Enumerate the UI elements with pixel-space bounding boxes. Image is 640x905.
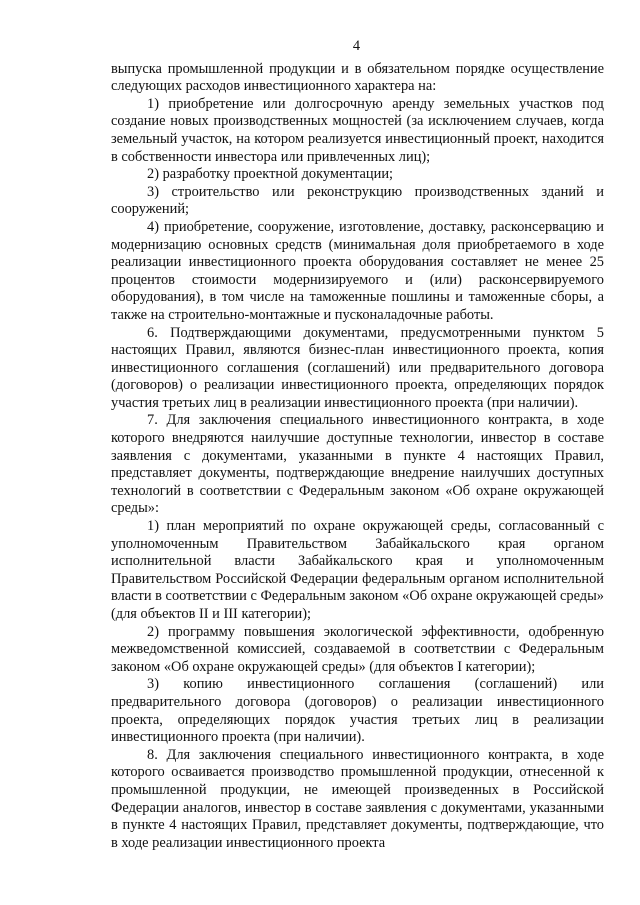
list-item-land: 1) приобретение или долгосрочную аренду земельных участков под создание новых производственных мощностей (за исключением случаев, когда земельный участок, на котором реализуется инвестиционный проект, находится в собственности инвестора или привлеченных лиц); bbox=[111, 95, 604, 165]
paragraph-clause-7: 7. Для заключения специального инвестиционного контракта, в ходе которого внедряются наилучшие доступные технологии, инвестор в составе заявления с документами, указанными в пункте 4 настоящих Правил, представляет документы, подтверждающие внедрение наилучших доступных технологий в соответствии с Федеральным законом «Об охране окружающей среды»: bbox=[111, 412, 604, 517]
list-item-construction: 3) строительство или реконструкцию производственных зданий и сооружений; bbox=[111, 183, 604, 218]
list-item-design-docs: 2) разработку проектной документации; bbox=[147, 166, 394, 183]
paragraph-clause-8: 8. Для заключения специального инвестиционного контракта, в ходе которого осваивается производство промышленной продукции, отнесенной к промышленной продукции, не имеющей произведенных в Российской Федерации аналогов, инвестор в составе заявления с документами, указанными в пункте 4 настоящих Правил, представляет документы, подтверждающие, что в ходе реализации инвестиционного проекта bbox=[111, 746, 604, 851]
paragraph-continuation: выпуска промышленной продукции и в обязательном порядке осуществление следующих расходов инвестиционного характера на: bbox=[111, 60, 604, 95]
list-item-fixed-assets: 4) приобретение, сооружение, изготовление, доставку, расконсервацию и модернизацию основных средств (минимальная доля приобретаемого в ходе реализации инвестиционного проекта оборудования составляет не менее 25 процентов стоимости модернизируемого и (или) расконсервируемого оборудования), в том числе на таможенные пошлины и таможенные сборы, а также на строительно-монтажные и пусконаладочные работы. bbox=[111, 218, 604, 323]
list-item-env-plan: 1) план мероприятий по охране окружающей среды, согласованный с уполномоченным Правительством Забайкальского края органом исполнительной власти Забайкальского края и уполномоченным Правительством Российской Федерации федеральным органом исполнительной власти в соответствии с Федеральным законом «Об охране окружающей среды» (для объектов II и III категории); bbox=[111, 518, 604, 622]
paragraph-clause-6: 6. Подтверждающими документами, предусмотренными пунктом 5 настоящих Правил, являются бизнес-план инвестиционного проекта, копия инвестиционного соглашения (соглашений) или предварительного договора (договоров) о реализации инвестиционного проекта, определяющих порядок участия третьих лиц в реализации инвестиционного проекта (при наличии). bbox=[111, 324, 604, 411]
list-item-agreement-copy: 3) копию инвестиционного соглашения (соглашений) или предварительного договора (договоров) о реализации инвестиционного проекта, определяющих порядок участия третьих лиц в реализации инвестиционного проекта (при наличии). bbox=[111, 676, 604, 746]
page-number: 4 bbox=[352, 38, 361, 54]
list-item-eco-program: 2) программу повышения экологической эффективности, одобренную межведомственной комиссией, создаваемой в соответствии с Федеральным законом «Об охране окружающей среды» (для объектов I категории); bbox=[111, 623, 604, 675]
